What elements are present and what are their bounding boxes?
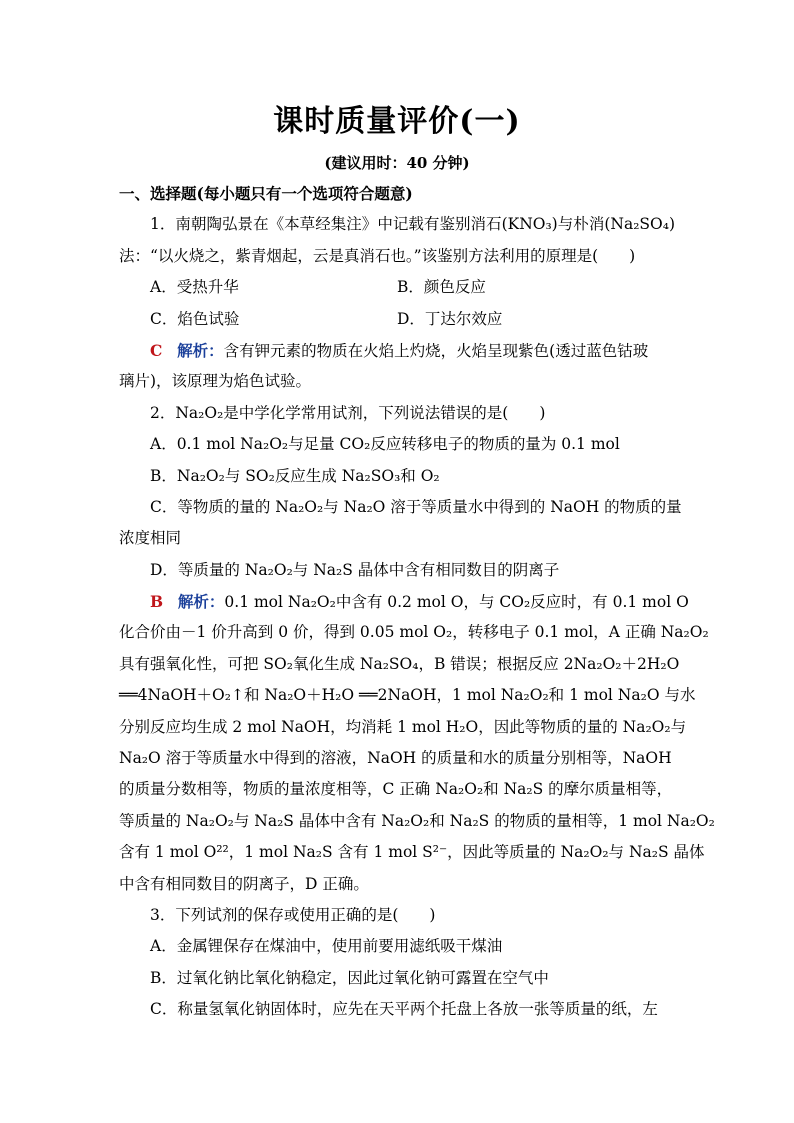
document-body: [119, 178, 715, 1026]
analysis-2-line: 具有强氧化性，可把 SO₂氧化生成 Na₂SO₄，B 错误；根据反应 2Na₂O₂＋2H₂O: [119, 654, 680, 673]
answer-letter: B: [150, 592, 164, 612]
analysis-2-line: [119, 586, 689, 617]
question-2-option-c: 浓度相同: [119, 529, 182, 548]
question-2-option-a: A．0.1 mol Na₂O₂与足量 CO₂反应转移电子的物质的量为 0.1 mol: [150, 435, 620, 454]
question-2-stem: 2．Na₂O₂是中学化学常用试剂，下列说法错误的是( ): [150, 403, 546, 422]
question-2-option-b: B．Na₂O₂与 SO₂反应生成 Na₂SO₃和 O₂: [150, 466, 440, 485]
question-3-option-c: C．称量氢氧化钠固体时，应先在天平两个托盘上各放一张等质量的纸，左: [150, 1000, 658, 1019]
question-2-option-c: C．等物质的量的 Na₂O₂与 Na₂O 溶于等质量水中得到的 NaOH 的物质的量: [150, 497, 682, 516]
question-3-option-a: A．金属锂保存在煤油中，使用前要用滤纸吸干煤油: [150, 937, 503, 956]
analysis-1-line: 璃片)，该原理为焰色试验。: [119, 372, 312, 391]
analysis-2-line: Na₂O 溶于等质量水中得到的溶液，NaOH 的质量和水的质量分别相等，NaOH: [119, 749, 672, 768]
analysis-2-line: ══4NaOH＋O₂↑和 Na₂O＋H₂O ══2NaOH，1 mol Na₂O₂和 1 mol Na₂O 与水: [119, 686, 696, 705]
option-c: C．焰色试验: [150, 309, 240, 328]
option-b: B．颜色反应: [397, 278, 486, 297]
analysis-label: 解析：: [177, 340, 224, 360]
page-subtitle: (建议用时：40 分钟): [324, 154, 470, 172]
question-1-line: 法：“以火烧之，紫青烟起，云是真消石也。”该鉴别方法利用的原理是( ): [119, 246, 636, 265]
analysis-2-line: 含有 1 mol O²²，1 mol Na₂S 含有 1 mol S²⁻，因此等质量的 Na₂O₂与 Na₂S 晶体: [119, 843, 705, 862]
analysis-2-line: 分别反应均生成 2 mol NaOH，均消耗 1 mol H₂O，因此等物质的量的 Na₂O₂与: [119, 717, 687, 736]
analysis-2-line: 化合价由－1 价升高到 0 价，得到 0.05 mol O₂，转移电子 0.1 mol，A 正确 Na₂O₂: [119, 623, 709, 642]
question-2-option-d: D．等质量的 Na₂O₂与 Na₂S 晶体中含有相同数目的阴离子: [150, 560, 560, 579]
question-3-stem: 3．下列试剂的保存或使用正确的是( ): [150, 905, 436, 924]
analysis-label: 解析：: [177, 592, 225, 612]
option-d: D．丁达尔效应: [397, 309, 503, 328]
question-1-line: 1．南朝陶弘景在《本草经集注》中记载有鉴别消石(KNO₃)与朴消(Na₂SO₄): [150, 215, 675, 234]
analysis-text: 0.1 mol Na₂O₂中含有 0.2 mol O，与 CO₂反应时，有 0.1 mol O: [224, 593, 689, 612]
option-a: A．受热升华: [150, 278, 239, 297]
question-1-options: [119, 304, 675, 335]
analysis-2-line: 等质量的 Na₂O₂与 Na₂S 晶体中含有 Na₂O₂和 Na₂S 的物质的量相等，1 mol Na₂O₂: [119, 811, 715, 830]
question-1-options: [119, 272, 675, 303]
analysis-2-line: 中含有相同数目的阴离子，D 正确。: [119, 874, 369, 893]
answer-letter: C: [150, 340, 163, 360]
analysis-1-line: [119, 335, 675, 366]
analysis-text: 含有钾元素的物质在火焰上灼烧，火焰呈现紫色(透过蓝色钴玻: [223, 341, 649, 360]
question-3-option-b: B．过氧化钠比氧化钠稳定，因此过氧化钠可露置在空气中: [150, 968, 549, 987]
section-heading: 一、选择题(每小题只有一个选项符合题意): [119, 184, 413, 203]
analysis-2-line: 的质量分数相等，物质的量浓度相等，C 正确 Na₂O₂和 Na₂S 的摩尔质量相等，: [119, 780, 673, 799]
page-title: 课时质量评价(一): [273, 104, 521, 139]
